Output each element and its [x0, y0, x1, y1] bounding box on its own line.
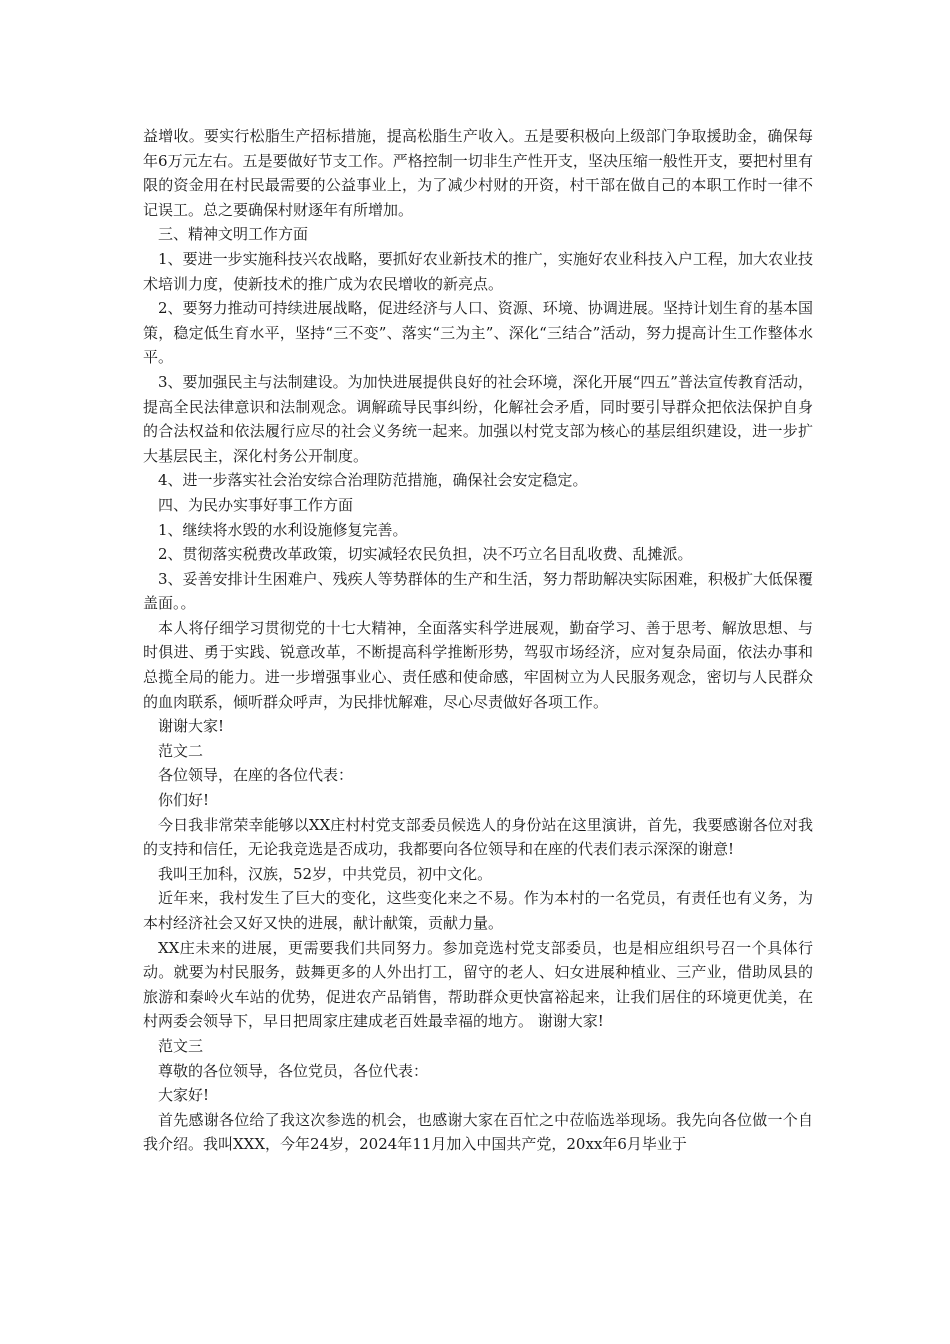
paragraph: 2、要努力推动可持续进展战略，促进经济与人口、资源、环境、协调进展。坚持计划生育的基本国策，稳定低生育水平，坚持“三不变”、落实“三为主”、深化“三结合”活动，努力提高计生工作整体水平。 — [143, 299, 813, 367]
section-heading: 三、精神文明工作方面 — [158, 225, 309, 244]
paragraph: 4、进一步落实社会治安综合治理防范措施，确保社会安定稳定。 — [158, 471, 588, 490]
salutation: 尊敬的各位领导，各位党员，各位代表： — [158, 1061, 429, 1080]
paragraph: 3、要加强民主与法制建设。为加快进展提供良好的社会环境，深化开展“四五”普法宣传教育活动，提高全民法律意识和法制观念。调解疏导民事纠纷，化解社会矛盾，同时要引导群众把依法保护自身的合法权益和依法履行应尽的社会义务统一起来。加强以村党支部为核心的基层组织建设，进一步扩大基层民主，深化村务公开制度。 — [143, 372, 813, 465]
paragraph: XX庄未来的进展，更需要我们共同努力。参加竞选村党支部委员，也是相应组织号召一个具体行动。就要为村民服务，鼓舞更多的人外出打工，留守的老人、妇女进展种植业、三产业，借助凤县的旅游和秦岭火车站的优势，促进农产品销售，帮助群众更快富裕起来，让我们居住的环境更优美，在村两委会领导下，早日把周家庄建成老百姓最幸福的地方。 谢谢大家! — [143, 938, 813, 1031]
section-heading: 范文三 — [158, 1036, 204, 1055]
paragraph: 3、妥善安排计生困难户、残疾人等势群体的生产和生活，努力帮助解决实际困难，积极扩大低保覆盖面。。 — [143, 569, 813, 613]
document-body — [143, 124, 813, 1157]
greeting: 大家好! — [158, 1086, 210, 1105]
section-heading: 四、为民办实事好事工作方面 — [158, 495, 354, 514]
paragraph: 本人将仔细学习贯彻党的十七大精神，全面落实科学进展观，勤奋学习、善于思考、解放思想、与时俱进、勇于实践、锐意改革，不断提高科学推断形势，驾驭市场经济，应对复杂局面，依法办事和总揽全局的能力。进一步增强事业心、责任感和使命感，牢固树立为人民服务观念，密切与人民群众的血肉联系，倾听群众呼声，为民排忧解难，尽心尽责做好各项工作。 — [143, 618, 813, 711]
paragraph: 谢谢大家! — [158, 717, 225, 736]
paragraph: 首先感谢各位给了我这次参选的机会，也感谢大家在百忙之中莅临选举现场。我先向各位做一个自我介绍。我叫XXX，今年24岁，2024年11月加入中国共产党，20xx年6月毕业于 — [143, 1110, 813, 1154]
paragraph: 1、要进一步实施科技兴农战略，要抓好农业新技术的推广，实施好农业科技入户工程，加大农业技术培训力度，使新技术的推广成为农民增收的新亮点。 — [143, 249, 813, 293]
paragraph: 今日我非常荣幸能够以XX庄村村党支部委员候选人的身份站在这里演讲，首先，我要感谢各位对我的支持和信任，无论我竞选是否成功，我都要向各位领导和在座的代表们表示深深的谢意! — [143, 815, 813, 859]
paragraph: 2、贯彻落实税费改革政策，切实减轻农民负担，决不巧立名目乱收费、乱摊派。 — [158, 545, 693, 564]
paragraph: 益增收。要实行松脂生产招标措施，提高松脂生产收入。五是要积极向上级部门争取援助金，确保每年6万元左右。五是要做好节支工作。严格控制一切非生产性开支，坚决压缩一般性开支，要把村里有限的资金用在村民最需要的公益事业上，为了减少村财的开资，村干部在做自己的本职工作时一律不记误工。总之要确保村财逐年有所增加。 — [143, 127, 813, 219]
salutation: 各位领导，在座的各位代表： — [158, 766, 354, 785]
paragraph: 我叫王加科，汉族，52岁，中共党员，初中文化。 — [158, 864, 493, 883]
section-heading: 范文二 — [158, 741, 204, 760]
greeting: 你们好! — [158, 791, 210, 810]
paragraph: 1、继续将水毁的水利设施修复完善。 — [158, 520, 408, 539]
paragraph: 近年来，我村发生了巨大的变化，这些变化来之不易。作为本村的一名党员，有责任也有义务，为本村经济社会又好又快的进展，献计献策，贡献力量。 — [143, 889, 813, 932]
